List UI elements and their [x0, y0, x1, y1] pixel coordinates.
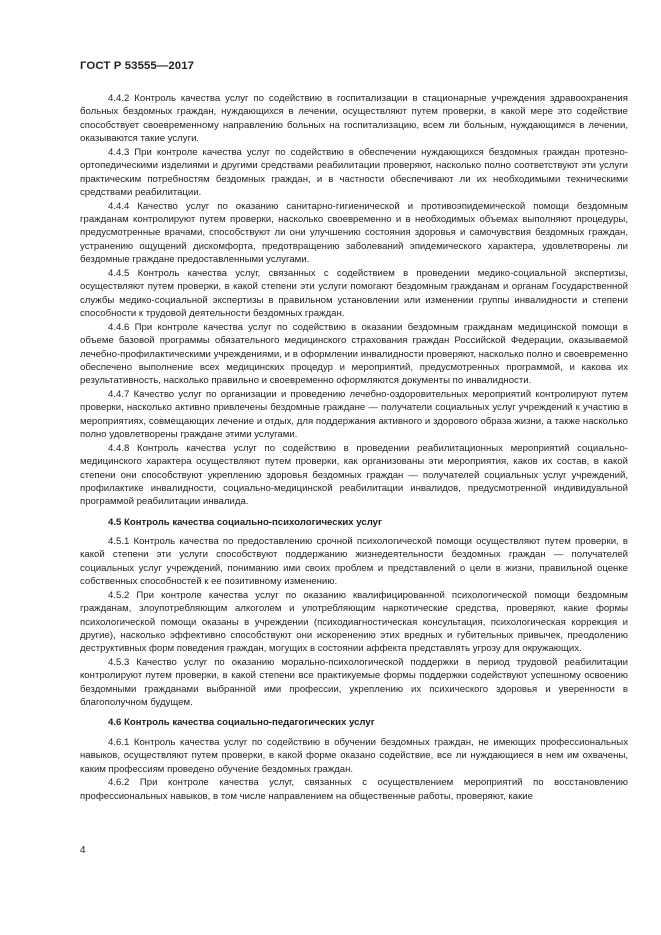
- paragraph: 4.4.3 При контроле качества услуг по содействию в обеспечении нуждающихся бездомных граждан протезно-ортопедическими изделиями и другими средствами реабилитации проверяют, насколько полно соответствуют эти услуги практическим потребностям бездомных граждан, и в частности обеспечивают ли их необходимыми техническими средствами реабилитации.: [80, 146, 628, 198]
- section-heading: 4.6 Контроль качества социально-педагогических услуг: [108, 717, 375, 729]
- document-body: [80, 92, 628, 804]
- paragraph: 4.4.8 Контроль качества услуг по содействию в проведении реабилитационных мероприятий социально-медицинского характера осуществляют путем проверки, как организованы эти мероприятия, каков их состав, в какой степени они способствуют укреплению здоровья бездомных граждан — получателей социальных услуг учреждений, профилактике инвалидности, социально-медицинской реабилитации инвалидов, предусмотренной индивидуальной программой реабилитации инвалида.: [80, 442, 628, 508]
- section-heading: 4.5 Контроль качества социально-психологических услуг: [108, 516, 383, 528]
- paragraph: 4.4.6 При контроле качества услуг по содействию в оказании бездомным гражданам медицинской помощи в объеме базовой программы обязательного медицинского страхования граждан Российской Федерации, оказываемой лечебно-профилактическими учреждениями, и в оформлении инвалидности проверяют, насколько полно и своевременно обеспечено выполнение всех медицинских процедур и мероприятий, предусмотренных программой, и какова их результативность, насколько правильно и своевременно оформляются документы по инвалидности.: [80, 321, 628, 387]
- paragraph: 4.6.1 Контроль качества услуг по содействию в обучении бездомных граждан, не имеющих профессиональных навыков, осуществляют путем проверки, в какой форме оказано содействие, все ли нуждающиеся в нем им охвачены, каким профессиям проведено обучение бездомных граждан.: [80, 736, 628, 775]
- paragraph: 4.5.1 Контроль качества по предоставлению срочной психологической помощи осуществляют путем проверки, в какой степени эти услуги способствуют поддержанию жизнедеятельности бездомных граждан — получателей социальных услуг учреждений, пониманию ими своих проблем и представлений о цели в жизни, правильной оценке собственных способностей к ее позитивному изменению.: [80, 536, 628, 588]
- paragraph: 4.4.7 Качество услуг по организации и проведению лечебно-оздоровительных мероприятий контролируют путем проверки, насколько активно привлечены бездомные граждане — получатели социальных услуг учреждений к участию в мероприятиях, совмещающих лечение и отдых, для поддержания активного и здорового образа жизни, а также насколько полно удовлетворены граждане этими услугами.: [80, 389, 628, 441]
- paragraph: 4.4.4 Качество услуг по оказанию санитарно-гигиенической и противоэпидемической помощи бездомным гражданам контролируют путем проверки, насколько своевременно и в необходимых объемах выполняют процедуры, предусмотренные врачами, способствуют ли они улучшению состояния здоровья и самочувствия бездомных граждан, устранению ощущений дискомфорта, предотвращению заболеваний эпидемического характера, удовлетворены ли бездомные граждане предоставленными услугами.: [80, 200, 628, 266]
- paragraph: 4.4.2 Контроль качества услуг по содействию в госпитализации в стационарные учреждения здравоохранения больных бездомных граждан, нуждающихся в лечении, осуществляют путем проверки, в какой мере это содействие способствует своевременному направлению больных на госпитализацию, всем ли больным, нуждающимся в лечении, оказываются такие услуги.: [80, 93, 628, 145]
- paragraph: 4.4.5 Контроль качества услуг, связанных с содействием в проведении медико-социальной экспертизы, осуществляют путем проверки, в какой степени эти услуги помогают бездомным гражданам и органам Государственной службы медико-социальной экспертизы в правильном установлении или изменении группы инвалидности и степени способности к трудовой деятельности бездомных граждан.: [80, 267, 628, 319]
- document-header: ГОСТ Р 53555—2017: [80, 60, 195, 72]
- paragraph: 4.5.3 Качество услуг по оказанию морально-психологической поддержки в период трудовой реабилитации контролируют путем проверки, в какой степени все практикуемые формы поддержки содействуют успешному освоению бездомными гражданами выбранной ими профессии, укреплению их психического здоровья и уверенности в благополучном будущем.: [80, 657, 628, 709]
- page-number: 4: [80, 845, 86, 856]
- paragraph: 4.5.2 При контроле качества услуг по оказанию квалифицированной психологической помощи бездомным гражданам, злоупотребляющим алкоголем и употребляющим наркотические средства, проверяют, какие формы психологической помощи оказаны в учреждении (психодиагностическая консультация, психологическая коррекция и другие), насколько эффективно способствуют они искоренению этих вредных и губительных привычек, преодолению деструктивных форм поведения граждан, могущих в состоянии аффекта представлять угрозу для окружающих.: [80, 589, 628, 655]
- paragraph: 4.6.2 При контроле качества услуг, связанных с осуществлением мероприятий по восстановлению профессиональных навыков, в том числе направлением на общественные работы, проверяют, какие: [80, 777, 628, 802]
